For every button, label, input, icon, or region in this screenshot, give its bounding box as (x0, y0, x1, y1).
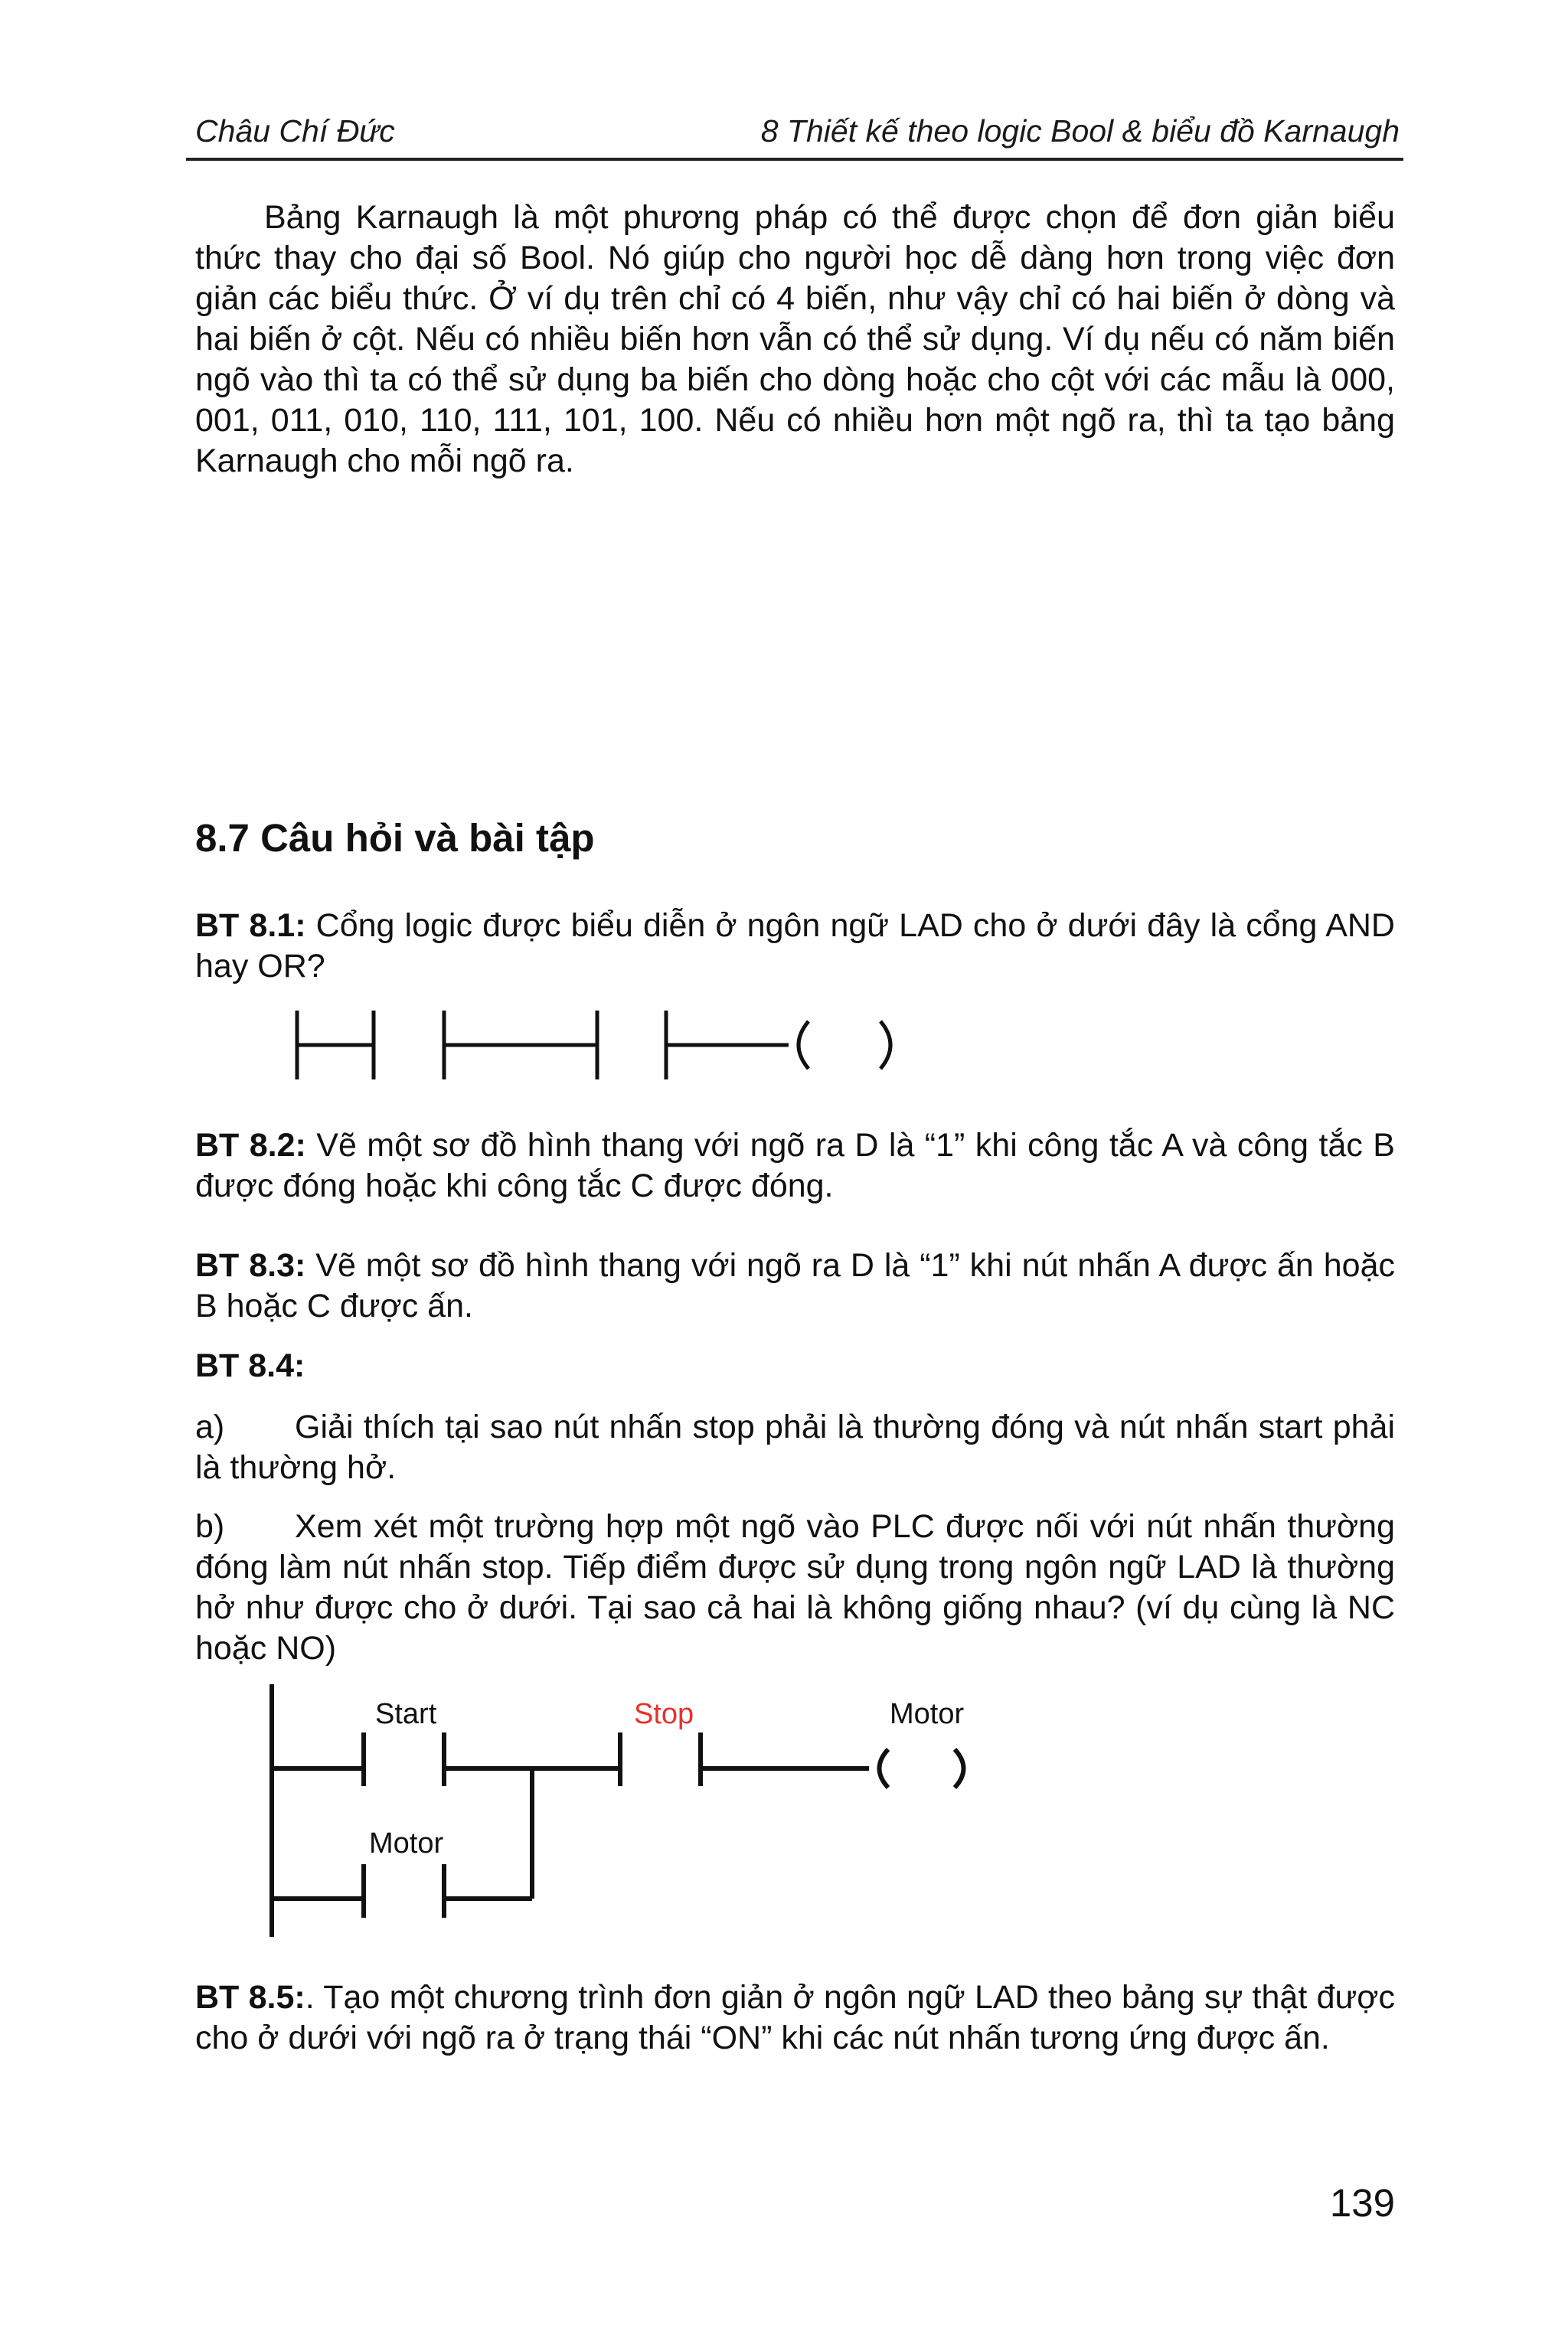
ladder-diagram-contacts-coil (283, 1003, 911, 1087)
exercise-8-5 (195, 1977, 1395, 2059)
exercise-8-2 (195, 1125, 1395, 1207)
exercise-8-1-label: BT 8.1: (195, 907, 306, 944)
exercise-8-4-a-text: Giải thích tại sao nút nhấn stop phải là thường đóng và nút nhấn start phải là thường hở. (195, 1409, 1395, 1486)
motor-coil-left-paren (880, 1749, 889, 1788)
start-label: Start (375, 1698, 437, 1730)
motor-coil-label: Motor (890, 1698, 965, 1730)
exercise-8-1-text: Cổng logic được biểu diễn ở ngôn ngữ LAD cho ở dưới đây là cổng AND hay OR? (195, 907, 1395, 985)
exercise-8-4-label: BT 8.4: (195, 1347, 305, 1384)
exercise-8-4-a-marker: a) (195, 1409, 225, 1445)
section-title: 8.7 Câu hỏi và bài tập (195, 816, 595, 860)
coil-left-paren (799, 1021, 808, 1069)
exercise-8-1 (195, 906, 1395, 987)
exercise-8-4-b-text: Xem xét một trường hợp một ngõ vào PLC được nối với nút nhấn thường đóng làm nút nhấn stop. Tiếp điểm được sử dụng trong ngôn ngữ LAD là thường hở như được cho ở dưới. Tại sao cả hai là không giống nhau? (ví dụ cùng là NC hoặc NO) (195, 1508, 1395, 1667)
motor-coil-right-paren (955, 1749, 964, 1788)
motor-contact-label: Motor (369, 1827, 444, 1860)
coil-right-paren (880, 1021, 890, 1069)
exercise-8-3 (195, 1246, 1395, 1327)
exercise-8-4-heading (195, 1346, 1395, 1386)
exercise-8-4-b (195, 1507, 1395, 1669)
running-header (195, 113, 1400, 149)
ladder-diagram-start-stop-motor (260, 1680, 1011, 1941)
exercise-8-3-label: BT 8.3: (195, 1247, 306, 1284)
exercise-8-4-b-marker: b) (195, 1508, 225, 1545)
header-chapter: 8 Thiết kế theo logic Bool & biểu đồ Karnaugh (760, 113, 1400, 149)
exercise-8-4-a (195, 1407, 1395, 1488)
exercise-8-5-label: BT 8.5: (195, 1979, 305, 2016)
page-number: 139 (1329, 2181, 1395, 2225)
stop-label: Stop (634, 1698, 694, 1730)
header-rule (186, 158, 1403, 161)
header-author: Châu Chí Đức (195, 113, 395, 149)
exercise-8-5-text: . Tạo một chương trình đơn giản ở ngôn ngữ LAD theo bảng sự thật được cho ở dưới với ngõ ra ở trạng thái “ON” khi các nút nhấn tương ứng được ấn. (195, 1979, 1395, 2056)
intro-paragraph: Bảng Karnaugh là một phương pháp có thể được chọn để đơn giản biểu thức thay cho đại số Bool. Nó giúp cho người học dễ dàng hơn trong việc đơn giản các biểu thức. Ở ví dụ trên chỉ có 4 biến, như vậy chỉ có hai biến ở dòng và hai biến ở cột. Nếu có nhiều biến hơn vẫn có thể sử dụng. Ví dụ nếu có năm biến ngõ vào thì ta có thể sử dụng ba biến cho dòng hoặc cho cột với các mẫu là 000, 001, 011, 010, 110, 111, 101, 100. Nếu có nhiều hơn một ngõ ra, thì ta tạo bảng Karnaugh cho mỗi ngõ ra. (195, 199, 1395, 479)
exercise-8-3-text: Vẽ một sơ đồ hình thang với ngõ ra D là “1” khi nút nhấn A được ấn hoặc B hoặc C được ấn. (195, 1247, 1395, 1324)
exercise-8-2-label: BT 8.2: (195, 1127, 306, 1164)
exercise-8-2-text: Vẽ một sơ đồ hình thang với ngõ ra D là “1” khi công tắc A và công tắc B được đóng hoặc khi công tắc C được đóng. (195, 1127, 1395, 1204)
